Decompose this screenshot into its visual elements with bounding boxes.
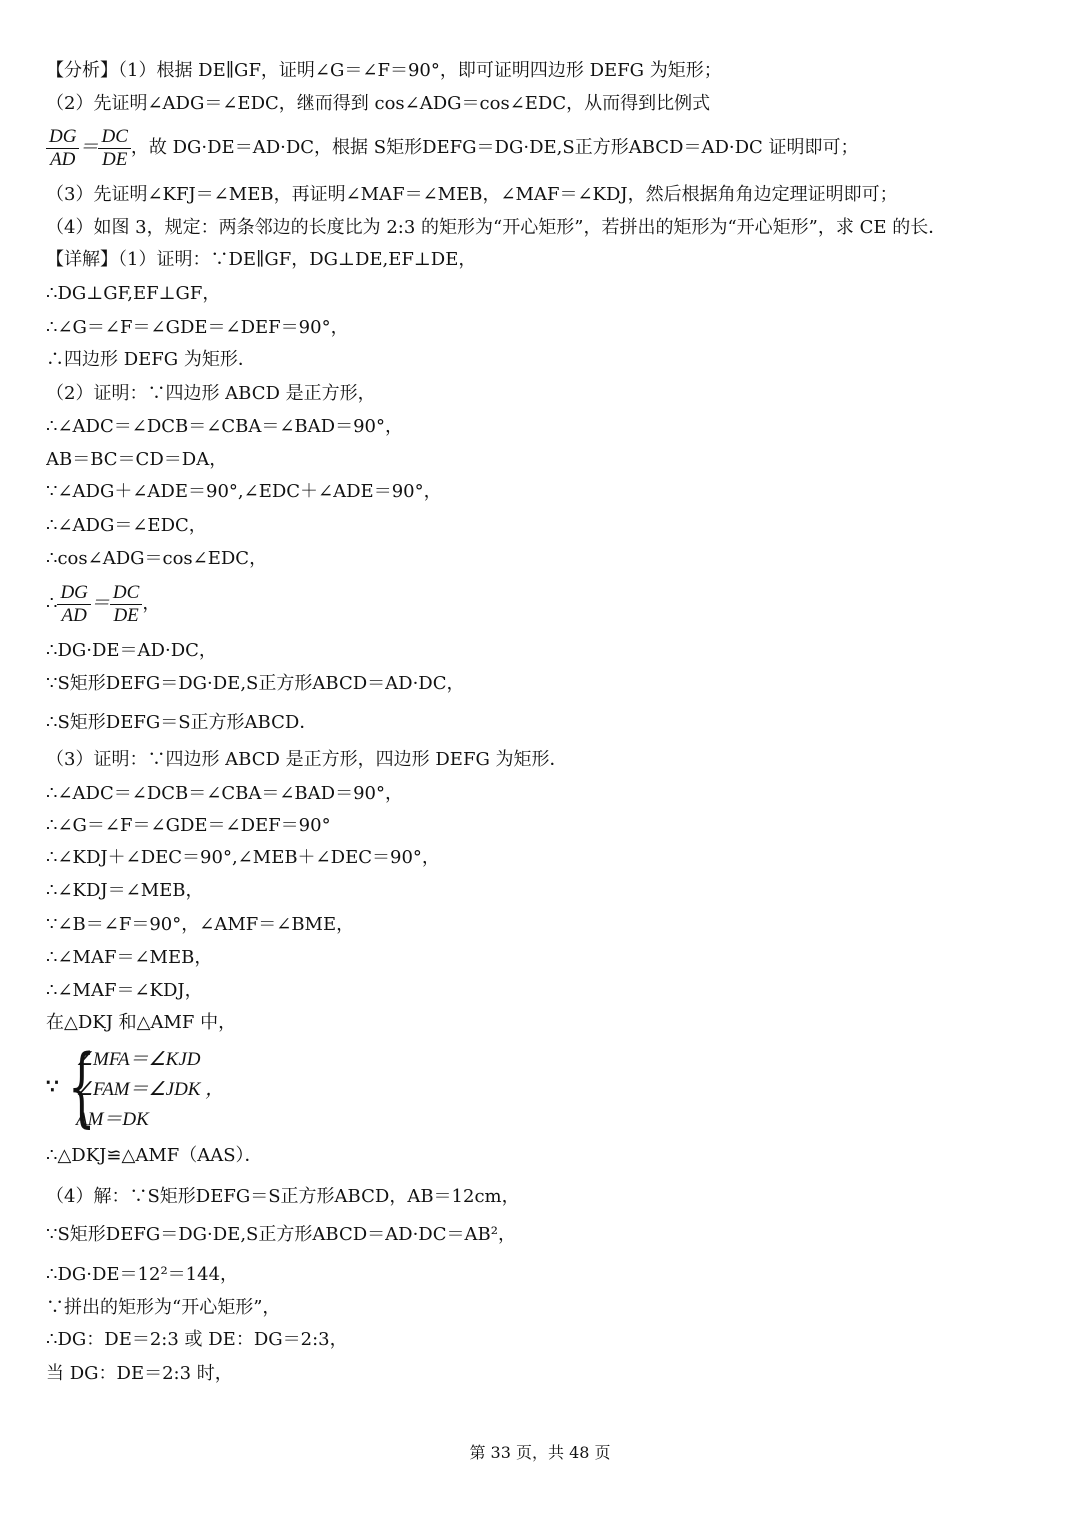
fraction (46, 126, 79, 171)
fraction (57, 582, 90, 627)
text-line: ∴∠G＝∠F＝∠GDE＝∠DEF＝90°， (46, 317, 349, 338)
analysis-text: ，故 DG·DE＝AD·DC，根据 S矩形DEFG＝DG·DE,S正方形ABCD＝AD·DC 证明即可； (130, 137, 859, 158)
text-line: ∴∠ADG＝∠EDC， (46, 515, 207, 536)
proof-fraction-line (46, 580, 1040, 628)
text-line: ∵S矩形DEFG＝DG·DE,S正方形ABCD＝AD·DC＝AB²， (46, 1224, 516, 1245)
text-line: ∴S矩形DEFG＝S正方形ABCD． (46, 712, 318, 733)
equals-sign: ＝ (90, 593, 110, 614)
therefore-symbol: ∴ (46, 593, 58, 614)
fraction (98, 126, 130, 171)
text-line: ∵S矩形DEFG＝DG·DE,S正方形ABCD＝AD·DC， (46, 673, 465, 694)
system-row: ∠FAM＝∠JDK ， (76, 1079, 225, 1100)
analysis-fraction-line (46, 124, 1040, 172)
fraction (110, 582, 142, 627)
text-line: ∴∠ADC＝∠DCB＝∠CBA＝∠BAD＝90°， (46, 416, 403, 437)
text-line: ∴∠ADC＝∠DCB＝∠CBA＝∠BAD＝90°， (46, 783, 403, 804)
text-line: 【详解】（1）证明：∵DE∥GF，DG⊥DE,EF⊥DE， (46, 249, 477, 270)
text-line: ∴四边形 DEFG 为矩形． (46, 349, 256, 370)
text-line: （4）如图 3，规定：两条邻边的长度比为 2:3 的矩形为“开心矩形”，若拼出的矩形为“开心矩形”，求 CE 的长． (46, 217, 947, 238)
text-line: ∴∠KDJ＝∠MEB， (46, 880, 204, 901)
equation-system (46, 1037, 446, 1137)
text-line: （2）证明：∵四边形 ABCD 是正方形， (46, 383, 376, 404)
text-line: ∵∠B＝∠F＝90°，∠AMF＝∠BME， (46, 914, 355, 935)
text-line: ∴∠MAF＝∠KDJ， (46, 980, 203, 1001)
numerator: DG (46, 126, 79, 149)
text-line: ∴∠G＝∠F＝∠GDE＝∠DEF＝90° (46, 815, 331, 836)
text-line: （3）证明：∵四边形 ABCD 是正方形，四边形 DEFG 为矩形． (46, 749, 568, 770)
text-line: ∴∠MAF＝∠MEB， (46, 947, 213, 968)
numerator: DC (98, 126, 130, 149)
text-line: ∴△DKJ≌△AMF（AAS）． (46, 1145, 263, 1166)
text-line: （2）先证明∠ADG＝∠EDC，继而得到 cos∠ADG＝cos∠EDC，从而得到比例式 (46, 93, 711, 114)
denominator: AD (61, 604, 87, 626)
punctuation: ， (142, 593, 161, 614)
text-line: ∴DG⊥GF,EF⊥GF， (46, 283, 221, 304)
text-line: ∴DG·DE＝12²＝144， (46, 1264, 239, 1285)
text-line: ∴DG·DE＝AD·DC， (46, 640, 217, 661)
text-line: ∴∠KDJ＋∠DEC＝90°,∠MEB＋∠DEC＝90°， (46, 847, 440, 868)
text-line: （4）解：∵S矩形DEFG＝S正方形ABCD，AB＝12cm， (46, 1186, 520, 1207)
text-line: ∴cos∠ADG＝cos∠EDC， (46, 548, 268, 569)
denominator: AD (50, 148, 76, 170)
text-line: ∴DG：DE＝2:3 或 DE：DG＝2:3， (46, 1329, 348, 1350)
text-line: 在△DKJ 和△AMF 中， (46, 1012, 237, 1033)
numerator: DG (57, 582, 90, 605)
left-brace-icon: { (68, 1037, 96, 1137)
text-line: AB＝BC＝CD＝DA， (46, 449, 228, 470)
page-footer: 第 33 页，共 48 页 (469, 1443, 611, 1462)
text-line: ∵拼出的矩形为“开心矩形”， (46, 1297, 281, 1318)
text-line: 【分析】（1）根据 DE∥GF，证明∠G＝∠F＝90°，即可证明四边形 DEFG 为矩形； (46, 60, 722, 81)
because-symbol: ∵ (46, 1074, 59, 1098)
text-line: ∵∠ADG＋∠ADE＝90°,∠EDC＋∠ADE＝90°， (46, 481, 442, 502)
equals-sign: ＝ (79, 137, 99, 158)
text-line: （3）先证明∠KFJ＝∠MEB，再证明∠MAF＝∠MEB，∠MAF＝∠KDJ，然后根据角角边定理证明即可； (46, 184, 898, 205)
system-row: ∠MFA＝∠KJD (76, 1049, 201, 1070)
denominator: DE (113, 604, 139, 626)
numerator: DC (110, 582, 142, 605)
denominator: DE (102, 148, 128, 170)
system-row: AM＝DK (76, 1109, 149, 1130)
text-line: 当 DG：DE＝2:3 时， (46, 1363, 233, 1384)
